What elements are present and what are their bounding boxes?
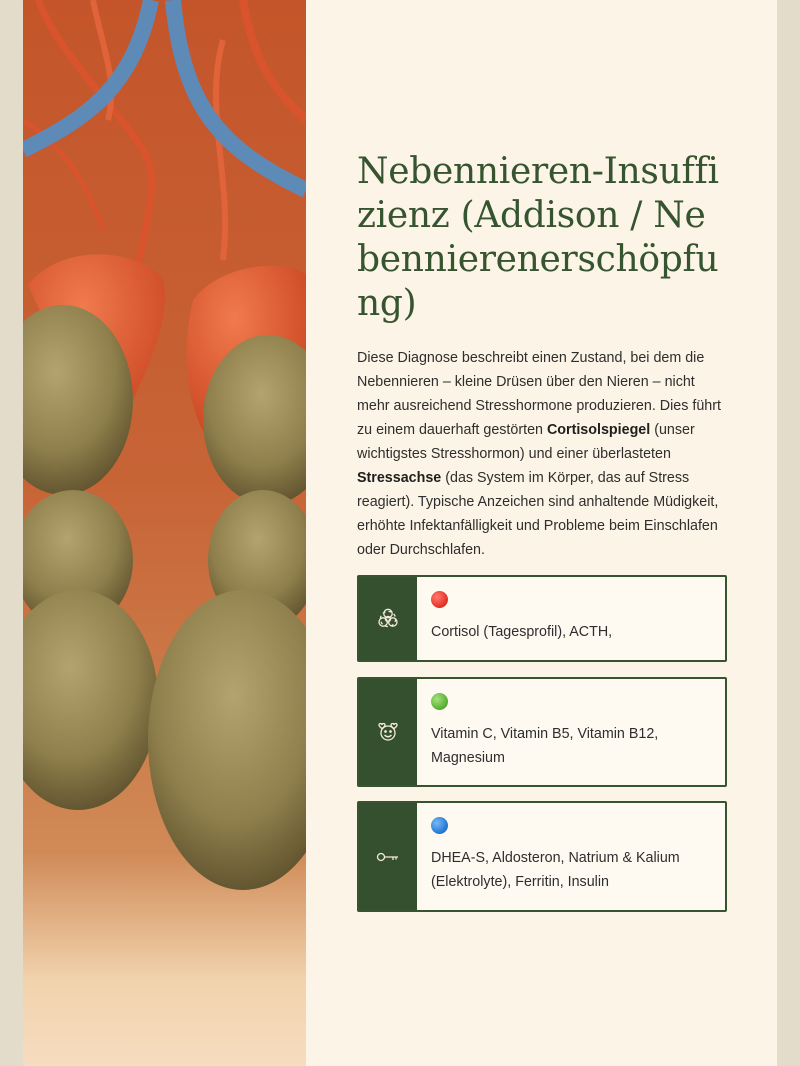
page-title: Nebennieren-Insuffizienz (Addison / Nebennierenerschöpfung) bbox=[357, 151, 719, 324]
card-text: DHEA-S, Aldosteron, Natrium & Kalium (Elektrolyte), Ferritin, Insulin bbox=[431, 850, 680, 890]
card-icon-panel bbox=[359, 577, 417, 660]
key-icon bbox=[375, 845, 401, 869]
card-body bbox=[417, 679, 725, 785]
card-body bbox=[417, 803, 725, 910]
card-body bbox=[417, 577, 725, 660]
card-icon-panel bbox=[359, 803, 417, 910]
highlight-cortisol: Cortisolspiegel bbox=[546, 422, 651, 438]
description-paragraph bbox=[357, 346, 727, 562]
description-text: Diese Diagnose beschreibt einen Zustand, bei dem die Nebennieren – kleine Drüsen über den Nieren – nicht mehr ausreichend Stresshormone produzieren. Dies führt zu einem dauerhaft gestörten bbox=[357, 350, 721, 438]
smiley-hearts-icon bbox=[376, 720, 400, 744]
blue-circle-icon bbox=[431, 817, 448, 834]
description-text: (unser wichtigstes Stresshormon) und einer überlasteten bbox=[357, 422, 695, 462]
hormone-values-card bbox=[357, 801, 727, 912]
highlight-stress-axis: Stressachse bbox=[357, 470, 442, 486]
card-text: Cortisol (Tagesprofil), ACTH, bbox=[431, 624, 613, 640]
biohazard-icon bbox=[376, 607, 400, 631]
page bbox=[23, 0, 777, 1066]
red-circle-icon bbox=[431, 591, 448, 608]
description-text: (das System im Körper, das auf Stress reagiert). Typische Anzeichen sind anhaltende Müdigkeit, erhöhte Infektanfälligkeit und Probleme beim Einschlafen oder Durchschlafen. bbox=[357, 470, 719, 558]
content-column bbox=[357, 150, 727, 562]
adrenal-gland-illustration bbox=[23, 0, 306, 1066]
card-icon-panel bbox=[359, 679, 417, 785]
green-circle-icon bbox=[431, 693, 448, 710]
lab-values-card bbox=[357, 575, 727, 662]
card-text: Vitamin C, Vitamin B5, Vitamin B12, Magnesium bbox=[431, 726, 659, 766]
nutrient-values-card bbox=[357, 677, 727, 787]
